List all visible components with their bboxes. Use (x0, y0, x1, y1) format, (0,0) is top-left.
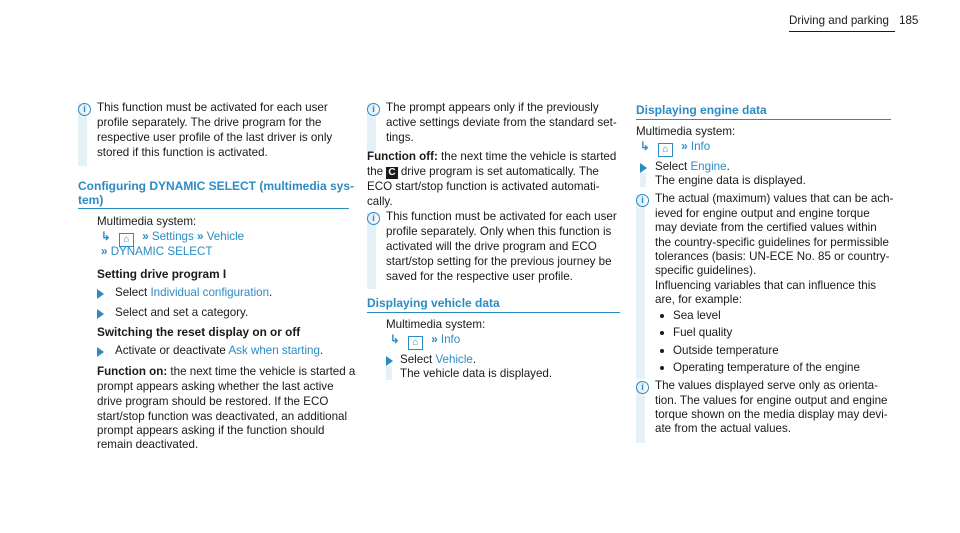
info-icon: i (636, 381, 649, 394)
step: Select Individual configuration. (115, 286, 273, 299)
step-result: The engine data is displayed. (655, 174, 806, 187)
paragraph: Function on: the next time the vehicle is started a (97, 365, 356, 378)
note-line: activated will the drive program and ECO (386, 240, 597, 253)
step-triangle-icon (640, 163, 647, 173)
list-item: Sea level (660, 309, 721, 324)
note-line: tolerances (basis: UN-ECE No. 85 or country- (655, 250, 890, 263)
return-arrow-icon: ↳ (101, 230, 111, 243)
info-icon: i (636, 194, 649, 207)
section-heading: tem) (78, 193, 104, 207)
header-section: Driving and parking (789, 14, 889, 27)
note-line: tion. The values for engine output and engine (655, 394, 888, 407)
note-line: Influencing variables that can influence this (655, 279, 877, 292)
menu-path (101, 245, 212, 260)
double-chevron-icon: » (431, 333, 438, 346)
header-page-number: 185 (899, 14, 919, 27)
note-line: start/stop setting for the previous journey be (386, 255, 612, 268)
paragraph-line: prompt appears asking if the function should (97, 424, 325, 437)
note-line: The values displayed serve only as orienta- (655, 379, 878, 392)
note-line: profile separately. The drive program for the (97, 116, 322, 129)
note-bar (636, 194, 645, 379)
paragraph-line: prompt appears asking whether the last active (97, 380, 334, 393)
path-item-vehicle[interactable]: Vehicle (206, 230, 245, 243)
paragraph-line: ECO start/stop function is activated automati- (367, 180, 600, 193)
step-triangle-icon (97, 289, 104, 299)
note-line: The prompt appears only if the previously (386, 101, 599, 114)
note-line: specific guidelines). (655, 264, 757, 277)
path-item-settings[interactable]: Settings (151, 230, 194, 243)
paragraph-line: cally. (367, 195, 393, 208)
home-icon[interactable]: ⌂ (658, 143, 673, 157)
section-heading: Displaying vehicle data (367, 296, 500, 310)
multimedia-label: Multimedia system: (386, 318, 486, 331)
paragraph: Function off: the next time the vehicle is started (367, 150, 617, 163)
heading-rule (367, 312, 620, 313)
note-line: respective user profile of the last driver is only (97, 131, 333, 144)
note-line: torque shown on the media display may devi- (655, 408, 888, 421)
list-item: Operating temperature of the engine (660, 361, 860, 376)
return-arrow-icon: ↳ (640, 140, 650, 153)
heading-rule (78, 208, 349, 209)
note-line: This function must be activated for each user (386, 210, 617, 223)
step-triangle-icon (97, 309, 104, 319)
step: Select Engine. (655, 160, 730, 173)
note-line: profile separately. Only when this function is (386, 225, 612, 238)
note-line: may deviate from the certified values within (655, 221, 877, 234)
step-bar (386, 366, 392, 380)
paragraph-line: drive program should be restored. If the ECO (97, 395, 329, 408)
heading-rule (636, 119, 891, 120)
link-vehicle[interactable]: Vehicle (435, 353, 473, 366)
step: Select and set a category. (115, 306, 249, 319)
section-heading: Displaying engine data (636, 103, 767, 117)
subheading: Setting drive program I (97, 267, 227, 281)
step: Activate or deactivate Ask when starting. (115, 344, 324, 357)
home-icon[interactable]: ⌂ (119, 233, 134, 247)
c-program-icon: C (388, 167, 396, 178)
double-chevron-icon: » (142, 230, 149, 243)
step-triangle-icon (386, 356, 393, 366)
note-line: The actual (maximum) values that can be ach- (655, 192, 894, 205)
info-icon: i (78, 103, 91, 116)
note-line: ieved for engine output and engine torque (655, 207, 870, 220)
menu-path (640, 140, 710, 157)
return-arrow-icon: ↳ (390, 333, 400, 346)
path-item-info[interactable]: Info (440, 333, 461, 346)
note-line: This function must be activated for each user (97, 101, 328, 114)
note-line: active settings deviate from the standard set- (386, 116, 617, 129)
step-result: The vehicle data is displayed. (400, 367, 553, 380)
paragraph-line: remain deactivated. (97, 438, 199, 451)
step-bar (640, 173, 646, 187)
double-chevron-icon: » (101, 245, 108, 258)
note-line: stored if this function is activated. (97, 146, 268, 159)
step: Select Vehicle. (400, 353, 477, 366)
note-line: saved for the respective user profile. (386, 270, 573, 283)
menu-path (390, 333, 460, 350)
path-item-dynamic-select[interactable]: DYNAMIC SELECT (110, 245, 213, 258)
list-item: Fuel quality (660, 326, 732, 341)
multimedia-label: Multimedia system: (97, 215, 197, 228)
header-rule (789, 31, 895, 32)
info-icon: i (367, 212, 380, 225)
multimedia-label: Multimedia system: (636, 125, 736, 138)
double-chevron-icon: » (681, 140, 688, 153)
section-heading: Configuring DYNAMIC SELECT (multimedia sys- (78, 179, 355, 193)
note-line: the country-specific guidelines for permissible (655, 236, 889, 249)
note-line: ate from the actual values. (655, 422, 791, 435)
path-item-info[interactable]: Info (690, 140, 711, 153)
paragraph-line: the C drive program is set automatically. The (367, 165, 599, 178)
link-individual-configuration[interactable]: Individual configuration (150, 286, 270, 299)
paragraph-line: start/stop function was deactivated, an additional (97, 410, 348, 423)
home-icon[interactable]: ⌂ (408, 336, 423, 350)
note-line: tings. (386, 131, 414, 144)
subheading: Switching the reset display on or off (97, 325, 301, 339)
link-engine[interactable]: Engine (690, 160, 727, 173)
double-chevron-icon: » (197, 230, 204, 243)
note-line: are, for example: (655, 293, 742, 306)
link-ask-when-starting[interactable]: Ask when starting (228, 344, 320, 357)
list-item: Outside temperature (660, 344, 779, 359)
info-icon: i (367, 103, 380, 116)
step-triangle-icon (97, 347, 104, 357)
